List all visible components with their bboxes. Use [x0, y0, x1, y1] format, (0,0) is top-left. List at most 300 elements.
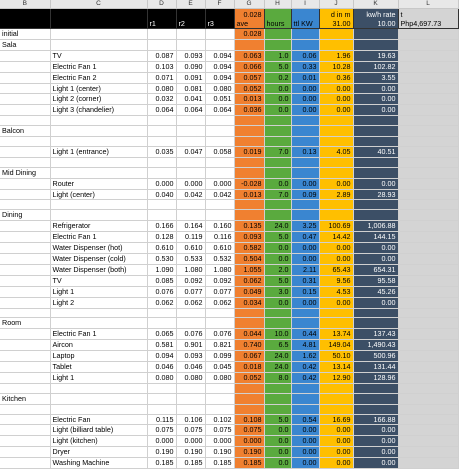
cell-c[interactable]: [50, 393, 147, 404]
cell-d[interactable]: [147, 39, 176, 50]
cell-c[interactable]: Light 1 (center): [50, 83, 147, 94]
cell-i[interactable]: [291, 29, 319, 40]
cell-b[interactable]: [0, 286, 50, 297]
cell-f[interactable]: [205, 393, 234, 404]
cell-e[interactable]: [176, 404, 205, 414]
cell-e[interactable]: [176, 167, 205, 178]
cell-d[interactable]: [147, 393, 176, 404]
cell-k[interactable]: [353, 167, 398, 178]
cell-g[interactable]: 0.000: [234, 436, 264, 447]
cell-b[interactable]: Mid Dining: [0, 167, 50, 178]
cell-f[interactable]: [205, 308, 234, 318]
cell-i[interactable]: 0.06: [291, 50, 319, 61]
cell-h[interactable]: 0.2: [264, 72, 291, 83]
cell-k[interactable]: [353, 393, 398, 404]
cell-i[interactable]: 0.00: [291, 436, 319, 447]
cell-i[interactable]: 4.81: [291, 340, 319, 351]
cell-i[interactable]: 0.00: [291, 105, 319, 116]
cell-l[interactable]: [398, 232, 458, 243]
cell-l[interactable]: [398, 39, 458, 50]
cell-i[interactable]: 0.15: [291, 286, 319, 297]
cell-f[interactable]: [205, 29, 234, 40]
cell-d[interactable]: 0.085: [147, 275, 176, 286]
cell-g[interactable]: [234, 157, 264, 167]
column-header[interactable]: C: [50, 0, 147, 9]
cell-c[interactable]: [50, 39, 147, 50]
cell-g[interactable]: 0.108: [234, 414, 264, 425]
cell-b[interactable]: [0, 308, 50, 318]
cell-g[interactable]: 0.018: [234, 362, 264, 373]
cell-e[interactable]: 0.119: [176, 232, 205, 243]
cell-l[interactable]: [398, 253, 458, 264]
cell-j[interactable]: [319, 308, 353, 318]
cell-i[interactable]: 0.42: [291, 372, 319, 383]
cell-j[interactable]: [319, 393, 353, 404]
cell-h[interactable]: 0.0: [264, 458, 291, 469]
cell-i[interactable]: 0.00: [291, 178, 319, 189]
column-header[interactable]: B: [0, 0, 50, 9]
cell-l[interactable]: [398, 436, 458, 447]
cell-g[interactable]: 0.044: [234, 329, 264, 340]
cell-f[interactable]: 0.160: [205, 221, 234, 232]
cell-e[interactable]: 0.106: [176, 414, 205, 425]
cell-b[interactable]: [0, 425, 50, 436]
cell-f[interactable]: 0.064: [205, 105, 234, 116]
cell-g[interactable]: 0.052: [234, 83, 264, 94]
column-header[interactable]: H: [264, 0, 291, 9]
cell-e[interactable]: [176, 318, 205, 329]
cell-d[interactable]: 0.530: [147, 253, 176, 264]
cell-k[interactable]: 128.96: [353, 372, 398, 383]
cell-e[interactable]: 0.081: [176, 83, 205, 94]
header-cell-r3[interactable]: r3: [205, 9, 234, 29]
cell-e[interactable]: 0.000: [176, 436, 205, 447]
cell-f[interactable]: 0.080: [205, 83, 234, 94]
cell-c[interactable]: Electric Fan 1: [50, 61, 147, 72]
cell-l[interactable]: [398, 383, 458, 393]
cell-i[interactable]: [291, 308, 319, 318]
cell-j[interactable]: [319, 157, 353, 167]
cell-j[interactable]: 1.96: [319, 50, 353, 61]
cell-g[interactable]: 1.055: [234, 264, 264, 275]
cell-d[interactable]: [147, 210, 176, 221]
cell-c[interactable]: [50, 116, 147, 126]
cell-k[interactable]: 0.00: [353, 436, 398, 447]
cell-d[interactable]: [147, 126, 176, 137]
cell-i[interactable]: 0.00: [291, 425, 319, 436]
cell-l[interactable]: [398, 243, 458, 254]
cell-b[interactable]: [0, 243, 50, 254]
cell-l[interactable]: [398, 167, 458, 178]
cell-l[interactable]: [398, 297, 458, 308]
cell-l[interactable]: [398, 189, 458, 200]
header-cell-days[interactable]: [319, 9, 353, 29]
cell-k[interactable]: 0.00: [353, 297, 398, 308]
cell-g[interactable]: 0.049: [234, 286, 264, 297]
cell-l[interactable]: [398, 458, 458, 469]
cell-i[interactable]: [291, 200, 319, 210]
cell-f[interactable]: [205, 39, 234, 50]
cell-g[interactable]: 0.036: [234, 105, 264, 116]
cell-f[interactable]: [205, 383, 234, 393]
cell-k[interactable]: 0.00: [353, 253, 398, 264]
cell-j[interactable]: [319, 137, 353, 147]
cell-j[interactable]: 12.90: [319, 372, 353, 383]
cell-h[interactable]: [264, 167, 291, 178]
header-cell-b[interactable]: [0, 9, 50, 29]
cell-e[interactable]: [176, 210, 205, 221]
cell-b[interactable]: [0, 447, 50, 458]
cell-f[interactable]: 0.094: [205, 50, 234, 61]
cell-g[interactable]: 0.013: [234, 94, 264, 105]
cell-l[interactable]: [398, 105, 458, 116]
cell-g[interactable]: [234, 116, 264, 126]
cell-l[interactable]: [398, 61, 458, 72]
cell-c[interactable]: TV: [50, 50, 147, 61]
cell-d[interactable]: 0.080: [147, 372, 176, 383]
cell-e[interactable]: 0.610: [176, 243, 205, 254]
cell-h[interactable]: 5.0: [264, 414, 291, 425]
cell-c[interactable]: [50, 210, 147, 221]
cell-k[interactable]: 0.00: [353, 105, 398, 116]
cell-h[interactable]: 0.0: [264, 178, 291, 189]
cell-l[interactable]: [398, 210, 458, 221]
cell-b[interactable]: [0, 297, 50, 308]
cell-k[interactable]: 654.31: [353, 264, 398, 275]
cell-h[interactable]: 24.0: [264, 351, 291, 362]
cell-l[interactable]: [398, 351, 458, 362]
cell-f[interactable]: 0.000: [205, 436, 234, 447]
cell-g[interactable]: -0.028: [234, 178, 264, 189]
cell-h[interactable]: 7.0: [264, 146, 291, 157]
cell-g[interactable]: 0.019: [234, 146, 264, 157]
cell-i[interactable]: 0.42: [291, 362, 319, 373]
cell-e[interactable]: [176, 39, 205, 50]
cell-g[interactable]: 0.740: [234, 340, 264, 351]
header-cell-rate[interactable]: [353, 9, 398, 29]
cell-c[interactable]: Light 3 (chandelier): [50, 105, 147, 116]
cell-e[interactable]: 0.046: [176, 362, 205, 373]
cell-h[interactable]: 5.0: [264, 275, 291, 286]
cell-h[interactable]: 10.0: [264, 329, 291, 340]
cell-c[interactable]: [50, 126, 147, 137]
cell-g[interactable]: 0.582: [234, 243, 264, 254]
cell-c[interactable]: Light 2: [50, 297, 147, 308]
cell-h[interactable]: 0.0: [264, 83, 291, 94]
cell-d[interactable]: 0.610: [147, 243, 176, 254]
header-cell-ave[interactable]: [234, 9, 264, 29]
cell-e[interactable]: 0.047: [176, 146, 205, 157]
cell-k[interactable]: 3.55: [353, 72, 398, 83]
cell-f[interactable]: [205, 318, 234, 329]
cell-c[interactable]: [50, 200, 147, 210]
cell-h[interactable]: [264, 210, 291, 221]
cell-f[interactable]: 0.051: [205, 94, 234, 105]
cell-b[interactable]: initial: [0, 29, 50, 40]
cell-g[interactable]: 0.052: [234, 372, 264, 383]
cell-h[interactable]: 6.5: [264, 340, 291, 351]
cell-e[interactable]: 0.164: [176, 221, 205, 232]
cell-e[interactable]: 0.901: [176, 340, 205, 351]
cell-l[interactable]: [398, 275, 458, 286]
cell-k[interactable]: [353, 404, 398, 414]
cell-h[interactable]: 0.0: [264, 425, 291, 436]
cell-d[interactable]: [147, 137, 176, 147]
cell-i[interactable]: 0.13: [291, 146, 319, 157]
cell-i[interactable]: [291, 210, 319, 221]
cell-k[interactable]: 102.82: [353, 61, 398, 72]
cell-k[interactable]: 500.96: [353, 351, 398, 362]
cell-i[interactable]: [291, 404, 319, 414]
header-cell-r1[interactable]: r1: [147, 9, 176, 29]
cell-g[interactable]: 0.013: [234, 189, 264, 200]
cell-c[interactable]: Refrigerator: [50, 221, 147, 232]
cell-f[interactable]: 0.076: [205, 329, 234, 340]
cell-i[interactable]: 0.00: [291, 253, 319, 264]
cell-j[interactable]: [319, 383, 353, 393]
cell-d[interactable]: [147, 404, 176, 414]
cell-d[interactable]: 0.087: [147, 50, 176, 61]
cell-i[interactable]: [291, 157, 319, 167]
cell-k[interactable]: [353, 210, 398, 221]
cell-b[interactable]: Sala: [0, 39, 50, 50]
cell-b[interactable]: [0, 253, 50, 264]
cell-i[interactable]: 0.44: [291, 329, 319, 340]
cell-l[interactable]: [398, 404, 458, 414]
cell-i[interactable]: 0.00: [291, 297, 319, 308]
cell-b[interactable]: Kitchen: [0, 393, 50, 404]
cell-e[interactable]: [176, 308, 205, 318]
cell-f[interactable]: [205, 157, 234, 167]
cell-d[interactable]: 0.032: [147, 94, 176, 105]
header-cell-ttl-kw[interactable]: ttl KW: [291, 9, 319, 29]
cell-i[interactable]: 0.54: [291, 414, 319, 425]
cell-b[interactable]: [0, 200, 50, 210]
cell-e[interactable]: 0.041: [176, 94, 205, 105]
cell-c[interactable]: Light 2 (corner): [50, 94, 147, 105]
cell-f[interactable]: 0.077: [205, 286, 234, 297]
cell-c[interactable]: Water Dispenser (cold): [50, 253, 147, 264]
cell-h[interactable]: [264, 393, 291, 404]
cell-d[interactable]: [147, 318, 176, 329]
cell-b[interactable]: [0, 372, 50, 383]
cell-i[interactable]: 3.25: [291, 221, 319, 232]
cell-d[interactable]: 0.071: [147, 72, 176, 83]
cell-c[interactable]: Light (billiard table): [50, 425, 147, 436]
cell-b[interactable]: [0, 414, 50, 425]
cell-c[interactable]: [50, 157, 147, 167]
cell-l[interactable]: [398, 83, 458, 94]
cell-k[interactable]: 28.93: [353, 189, 398, 200]
cell-c[interactable]: Light (kitchen): [50, 436, 147, 447]
cell-h[interactable]: [264, 137, 291, 147]
cell-g[interactable]: [234, 383, 264, 393]
cell-l[interactable]: [398, 116, 458, 126]
cell-d[interactable]: 1.090: [147, 264, 176, 275]
cell-l[interactable]: [398, 72, 458, 83]
cell-g[interactable]: [234, 308, 264, 318]
cell-c[interactable]: Water Dispenser (both): [50, 264, 147, 275]
cell-j[interactable]: 0.36: [319, 72, 353, 83]
cell-j[interactable]: 4.53: [319, 286, 353, 297]
cell-d[interactable]: [147, 157, 176, 167]
cell-d[interactable]: 0.115: [147, 414, 176, 425]
cell-l[interactable]: [398, 50, 458, 61]
cell-k[interactable]: [353, 308, 398, 318]
cell-h[interactable]: 0.0: [264, 436, 291, 447]
cell-g[interactable]: 0.028: [234, 29, 264, 40]
cell-e[interactable]: 0.064: [176, 105, 205, 116]
cell-l[interactable]: [398, 264, 458, 275]
cell-k[interactable]: [353, 116, 398, 126]
cell-b[interactable]: [0, 50, 50, 61]
cell-j[interactable]: 2.89: [319, 189, 353, 200]
cell-c[interactable]: Dryer: [50, 447, 147, 458]
cell-f[interactable]: 0.062: [205, 297, 234, 308]
cell-i[interactable]: 0.09: [291, 189, 319, 200]
cell-d[interactable]: 0.581: [147, 340, 176, 351]
cell-e[interactable]: 0.080: [176, 372, 205, 383]
cell-h[interactable]: 3.0: [264, 286, 291, 297]
cell-f[interactable]: [205, 404, 234, 414]
cell-f[interactable]: [205, 210, 234, 221]
cell-i[interactable]: 0.00: [291, 83, 319, 94]
cell-f[interactable]: 0.000: [205, 178, 234, 189]
cell-b[interactable]: [0, 83, 50, 94]
cell-b[interactable]: Balcon: [0, 126, 50, 137]
cell-j[interactable]: 50.10: [319, 351, 353, 362]
cell-b[interactable]: [0, 61, 50, 72]
cell-g[interactable]: 0.185: [234, 458, 264, 469]
cell-h[interactable]: 24.0: [264, 362, 291, 373]
cell-b[interactable]: [0, 264, 50, 275]
cell-f[interactable]: [205, 126, 234, 137]
cell-j[interactable]: [319, 210, 353, 221]
cell-d[interactable]: [147, 116, 176, 126]
cell-c[interactable]: Washing Machine: [50, 458, 147, 469]
cell-i[interactable]: 2.11: [291, 264, 319, 275]
cell-g[interactable]: 0.063: [234, 50, 264, 61]
cell-f[interactable]: 1.080: [205, 264, 234, 275]
cell-e[interactable]: [176, 157, 205, 167]
cell-b[interactable]: [0, 340, 50, 351]
cell-k[interactable]: 45.26: [353, 286, 398, 297]
cell-k[interactable]: [353, 200, 398, 210]
cell-j[interactable]: 0.00: [319, 83, 353, 94]
cell-g[interactable]: 0.093: [234, 232, 264, 243]
cell-i[interactable]: [291, 167, 319, 178]
cell-g[interactable]: [234, 393, 264, 404]
cell-d[interactable]: [147, 29, 176, 40]
cell-c[interactable]: [50, 167, 147, 178]
cell-g[interactable]: 0.057: [234, 72, 264, 83]
cell-d[interactable]: 0.103: [147, 61, 176, 72]
cell-e[interactable]: 0.190: [176, 447, 205, 458]
cell-b[interactable]: [0, 189, 50, 200]
cell-l[interactable]: [398, 94, 458, 105]
cell-l[interactable]: [398, 447, 458, 458]
cell-k[interactable]: 0.00: [353, 425, 398, 436]
cell-f[interactable]: 0.042: [205, 189, 234, 200]
cell-d[interactable]: 0.075: [147, 425, 176, 436]
cell-b[interactable]: Dining: [0, 210, 50, 221]
cell-g[interactable]: 0.067: [234, 351, 264, 362]
cell-j[interactable]: [319, 404, 353, 414]
cell-e[interactable]: [176, 383, 205, 393]
cell-h[interactable]: 7.0: [264, 189, 291, 200]
cell-j[interactable]: 0.00: [319, 105, 353, 116]
cell-e[interactable]: 0.090: [176, 61, 205, 72]
cell-i[interactable]: [291, 39, 319, 50]
cell-d[interactable]: 0.094: [147, 351, 176, 362]
cell-l[interactable]: [398, 308, 458, 318]
cell-l[interactable]: [398, 137, 458, 147]
cell-b[interactable]: [0, 362, 50, 373]
cell-c[interactable]: [50, 383, 147, 393]
cell-k[interactable]: 144.15: [353, 232, 398, 243]
cell-d[interactable]: 0.080: [147, 83, 176, 94]
cell-b[interactable]: [0, 221, 50, 232]
cell-k[interactable]: [353, 126, 398, 137]
cell-g[interactable]: 0.062: [234, 275, 264, 286]
cell-h[interactable]: 0.0: [264, 253, 291, 264]
cell-j[interactable]: 0.00: [319, 253, 353, 264]
cell-f[interactable]: 0.185: [205, 458, 234, 469]
cell-b[interactable]: [0, 383, 50, 393]
cell-i[interactable]: 1.62: [291, 351, 319, 362]
cell-d[interactable]: [147, 200, 176, 210]
cell-l[interactable]: [398, 393, 458, 404]
column-header[interactable]: L: [398, 0, 458, 9]
cell-c[interactable]: Light 1: [50, 286, 147, 297]
cell-j[interactable]: [319, 29, 353, 40]
cell-b[interactable]: [0, 329, 50, 340]
cell-h[interactable]: 1.0: [264, 50, 291, 61]
cell-h[interactable]: 8.0: [264, 372, 291, 383]
cell-c[interactable]: Light 1: [50, 372, 147, 383]
cell-g[interactable]: 0.190: [234, 447, 264, 458]
cell-i[interactable]: [291, 393, 319, 404]
cell-b[interactable]: [0, 137, 50, 147]
cell-f[interactable]: 0.045: [205, 362, 234, 373]
cell-g[interactable]: [234, 404, 264, 414]
cell-e[interactable]: [176, 29, 205, 40]
cell-k[interactable]: [353, 383, 398, 393]
cell-e[interactable]: 0.076: [176, 329, 205, 340]
cell-c[interactable]: Aircon: [50, 340, 147, 351]
cell-h[interactable]: 5.0: [264, 232, 291, 243]
cell-e[interactable]: 0.042: [176, 189, 205, 200]
cell-j[interactable]: 149.04: [319, 340, 353, 351]
cell-k[interactable]: 0.00: [353, 243, 398, 254]
cell-c[interactable]: Electric Fan 1: [50, 232, 147, 243]
cell-j[interactable]: 13.14: [319, 362, 353, 373]
cell-h[interactable]: 0.0: [264, 447, 291, 458]
cell-j[interactable]: [319, 126, 353, 137]
cell-j[interactable]: [319, 318, 353, 329]
cell-h[interactable]: [264, 39, 291, 50]
cell-l[interactable]: [398, 178, 458, 189]
header-cell-total[interactable]: [398, 9, 458, 29]
cell-l[interactable]: [398, 372, 458, 383]
cell-f[interactable]: 0.075: [205, 425, 234, 436]
cell-k[interactable]: 0.00: [353, 447, 398, 458]
cell-k[interactable]: 0.00: [353, 178, 398, 189]
cell-h[interactable]: 2.0: [264, 264, 291, 275]
cell-l[interactable]: [398, 362, 458, 373]
cell-e[interactable]: [176, 126, 205, 137]
cell-i[interactable]: [291, 126, 319, 137]
